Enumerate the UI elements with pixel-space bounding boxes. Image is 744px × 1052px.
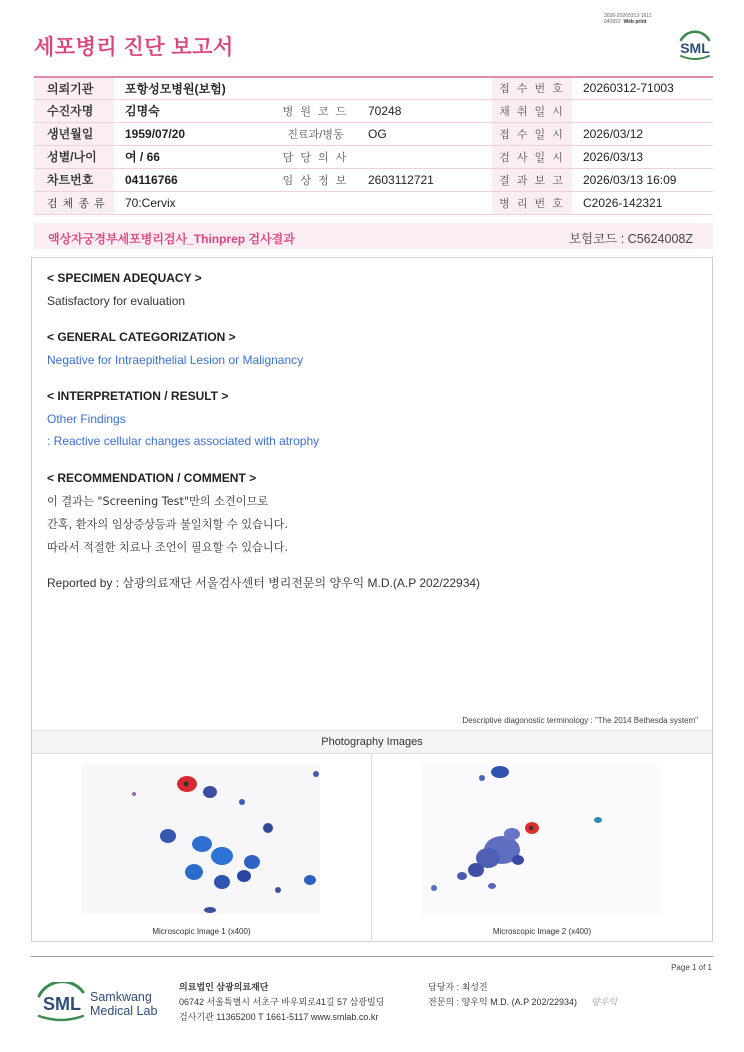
label-department: 진료과/병동 (274, 122, 357, 145)
label-hospital-code: 병 원 코 드 (274, 99, 357, 122)
value-sex-age: 여 / 66 (114, 145, 274, 168)
footer-staff (428, 980, 617, 1011)
value-received-date: 2026/03/12 (572, 122, 713, 145)
footer-logo-sml: SML (43, 994, 81, 1014)
info-row (34, 168, 713, 191)
print-id-line1: 3036-20260313-1611 (604, 13, 652, 19)
specimen-adequacy-heading: < SPECIMEN ADEQUACY > (47, 271, 202, 285)
footer-org (179, 980, 384, 1025)
label-report-date: 결 과 보 고 (492, 168, 572, 191)
value-hospital-code: 70248 (357, 99, 492, 122)
recommendation-line-3: 따라서 적절한 치료나 조언이 필요할 수 있습니다. (47, 541, 289, 554)
footer-pathologist: 전문의 : 양우익 M.D. (A.P 202/22934) (428, 997, 578, 1007)
test-name: 액상자궁경부세포병리검사_Thinprep 검사결과 (48, 232, 295, 246)
footer-staff-contact: 담당자 : 최성진 (428, 982, 488, 992)
bethesda-note: Descriptive diagonostic terminology : "The 2014 Bethesda system" (462, 716, 698, 725)
footer-address: 06742 서울특별시 서초구 바우뫼로41길 57 삼광빌딩 (179, 997, 385, 1007)
interpretation-text-2: : Reactive cellular changes associated with atrophy (47, 434, 320, 448)
label-chart-no: 차트번호 (34, 168, 114, 191)
label-collection-date: 채 취 일 시 (492, 99, 572, 122)
microscopic-image-1 (82, 764, 320, 914)
value-physician (357, 145, 492, 168)
label-birth-date: 생년월일 (34, 122, 114, 145)
sml-logo-icon (675, 26, 715, 60)
value-requesting-org: 포항성모병원(보험) (114, 77, 492, 99)
recommendation-heading: < RECOMMENDATION / COMMENT > (47, 471, 257, 485)
value-patient-name: 김명숙 (114, 99, 274, 122)
footer-contact: 검사기관 11365200 T 1661-5117 www.smlab.co.kr (179, 1012, 379, 1022)
info-row (34, 77, 713, 99)
general-categorization-text: Negative for Intraepithelial Lesion or Malignancy (47, 353, 304, 367)
label-physician: 담 당 의 사 (274, 145, 357, 168)
info-row (34, 145, 713, 168)
print-id-line2: 040822 (604, 19, 621, 25)
signature: 양우익 (591, 998, 618, 1008)
photo-section-header: Photography Images (32, 730, 712, 754)
label-accession-no: 접 수 번 호 (492, 77, 572, 99)
footer-org-name: 의료법인 삼광의료재단 (179, 982, 269, 992)
label-pathology-no: 병 리 번 호 (492, 191, 572, 214)
specimen-adequacy-text: Satisfactory for evaluation (47, 294, 186, 308)
microscopic-image-2 (422, 764, 660, 914)
label-test-date: 검 사 일 시 (492, 145, 572, 168)
label-requesting-org: 의뢰기관 (34, 77, 114, 99)
logo-top-text: SML (680, 40, 710, 56)
value-specimen-type: 70:Cervix (114, 191, 492, 214)
label-clinical-info: 임 상 정 보 (274, 168, 357, 191)
value-department: OG (357, 122, 492, 145)
reported-by: Reported by : 삼광의료재단 서울검사센터 병리전문의 양우익 M.D.(A.P 202/22934) (47, 576, 481, 590)
value-pathology-no: C2026-142321 (572, 191, 713, 214)
recommendation-line-1: 이 결과는 "Screening Test"만의 소견이므로 (47, 495, 269, 508)
info-row (34, 191, 713, 214)
general-categorization-heading: < GENERAL CATEGORIZATION > (47, 330, 236, 344)
info-row (34, 122, 713, 145)
result-box (31, 257, 713, 942)
footer-divider (31, 956, 713, 957)
value-clinical-info: 2603112721 (357, 168, 492, 191)
label-patient-name: 수진자명 (34, 99, 114, 122)
value-collection-date (572, 99, 713, 122)
insurance-code: 보험코드 : C5624008Z (568, 232, 693, 246)
photo-cell-1 (32, 754, 372, 942)
value-accession-no: 20260312-71003 (572, 77, 713, 99)
print-id (604, 13, 651, 25)
sml-footer-logo-icon (35, 982, 165, 1024)
page-title: 세포병리 진단 보고서 (34, 36, 234, 59)
photo-cell-2 (372, 754, 712, 942)
footer-logo-name2: Medical Lab (90, 1004, 158, 1018)
recommendation-line-2: 간혹, 환자의 임상증상등과 불일치할 수 있습니다. (47, 518, 289, 531)
photo-caption-2: Microscopic Image 2 (x400) (492, 927, 592, 936)
patient-info-table (34, 76, 713, 215)
label-received-date: 접 수 일 시 (492, 122, 572, 145)
test-name-bar (34, 223, 713, 249)
value-birth-date: 1959/07/20 (114, 122, 274, 145)
photo-caption-1: Microscopic Image 1 (x400) (152, 927, 251, 936)
label-sex-age: 성별/나이 (34, 145, 114, 168)
interpretation-text-1: Other Findings (47, 412, 126, 426)
info-row (34, 99, 713, 122)
value-chart-no: 04116766 (114, 168, 274, 191)
value-report-date: 2026/03/13 16:09 (572, 168, 713, 191)
web-print-label: Web print (623, 19, 647, 25)
footer-logo-name1: Samkwang (90, 990, 152, 1004)
value-test-date: 2026/03/13 (572, 145, 713, 168)
label-specimen-type: 검 체 종 류 (34, 191, 114, 214)
interpretation-heading: < INTERPRETATION / RESULT > (47, 389, 229, 403)
page-number: Page 1 of 1 (671, 963, 712, 972)
